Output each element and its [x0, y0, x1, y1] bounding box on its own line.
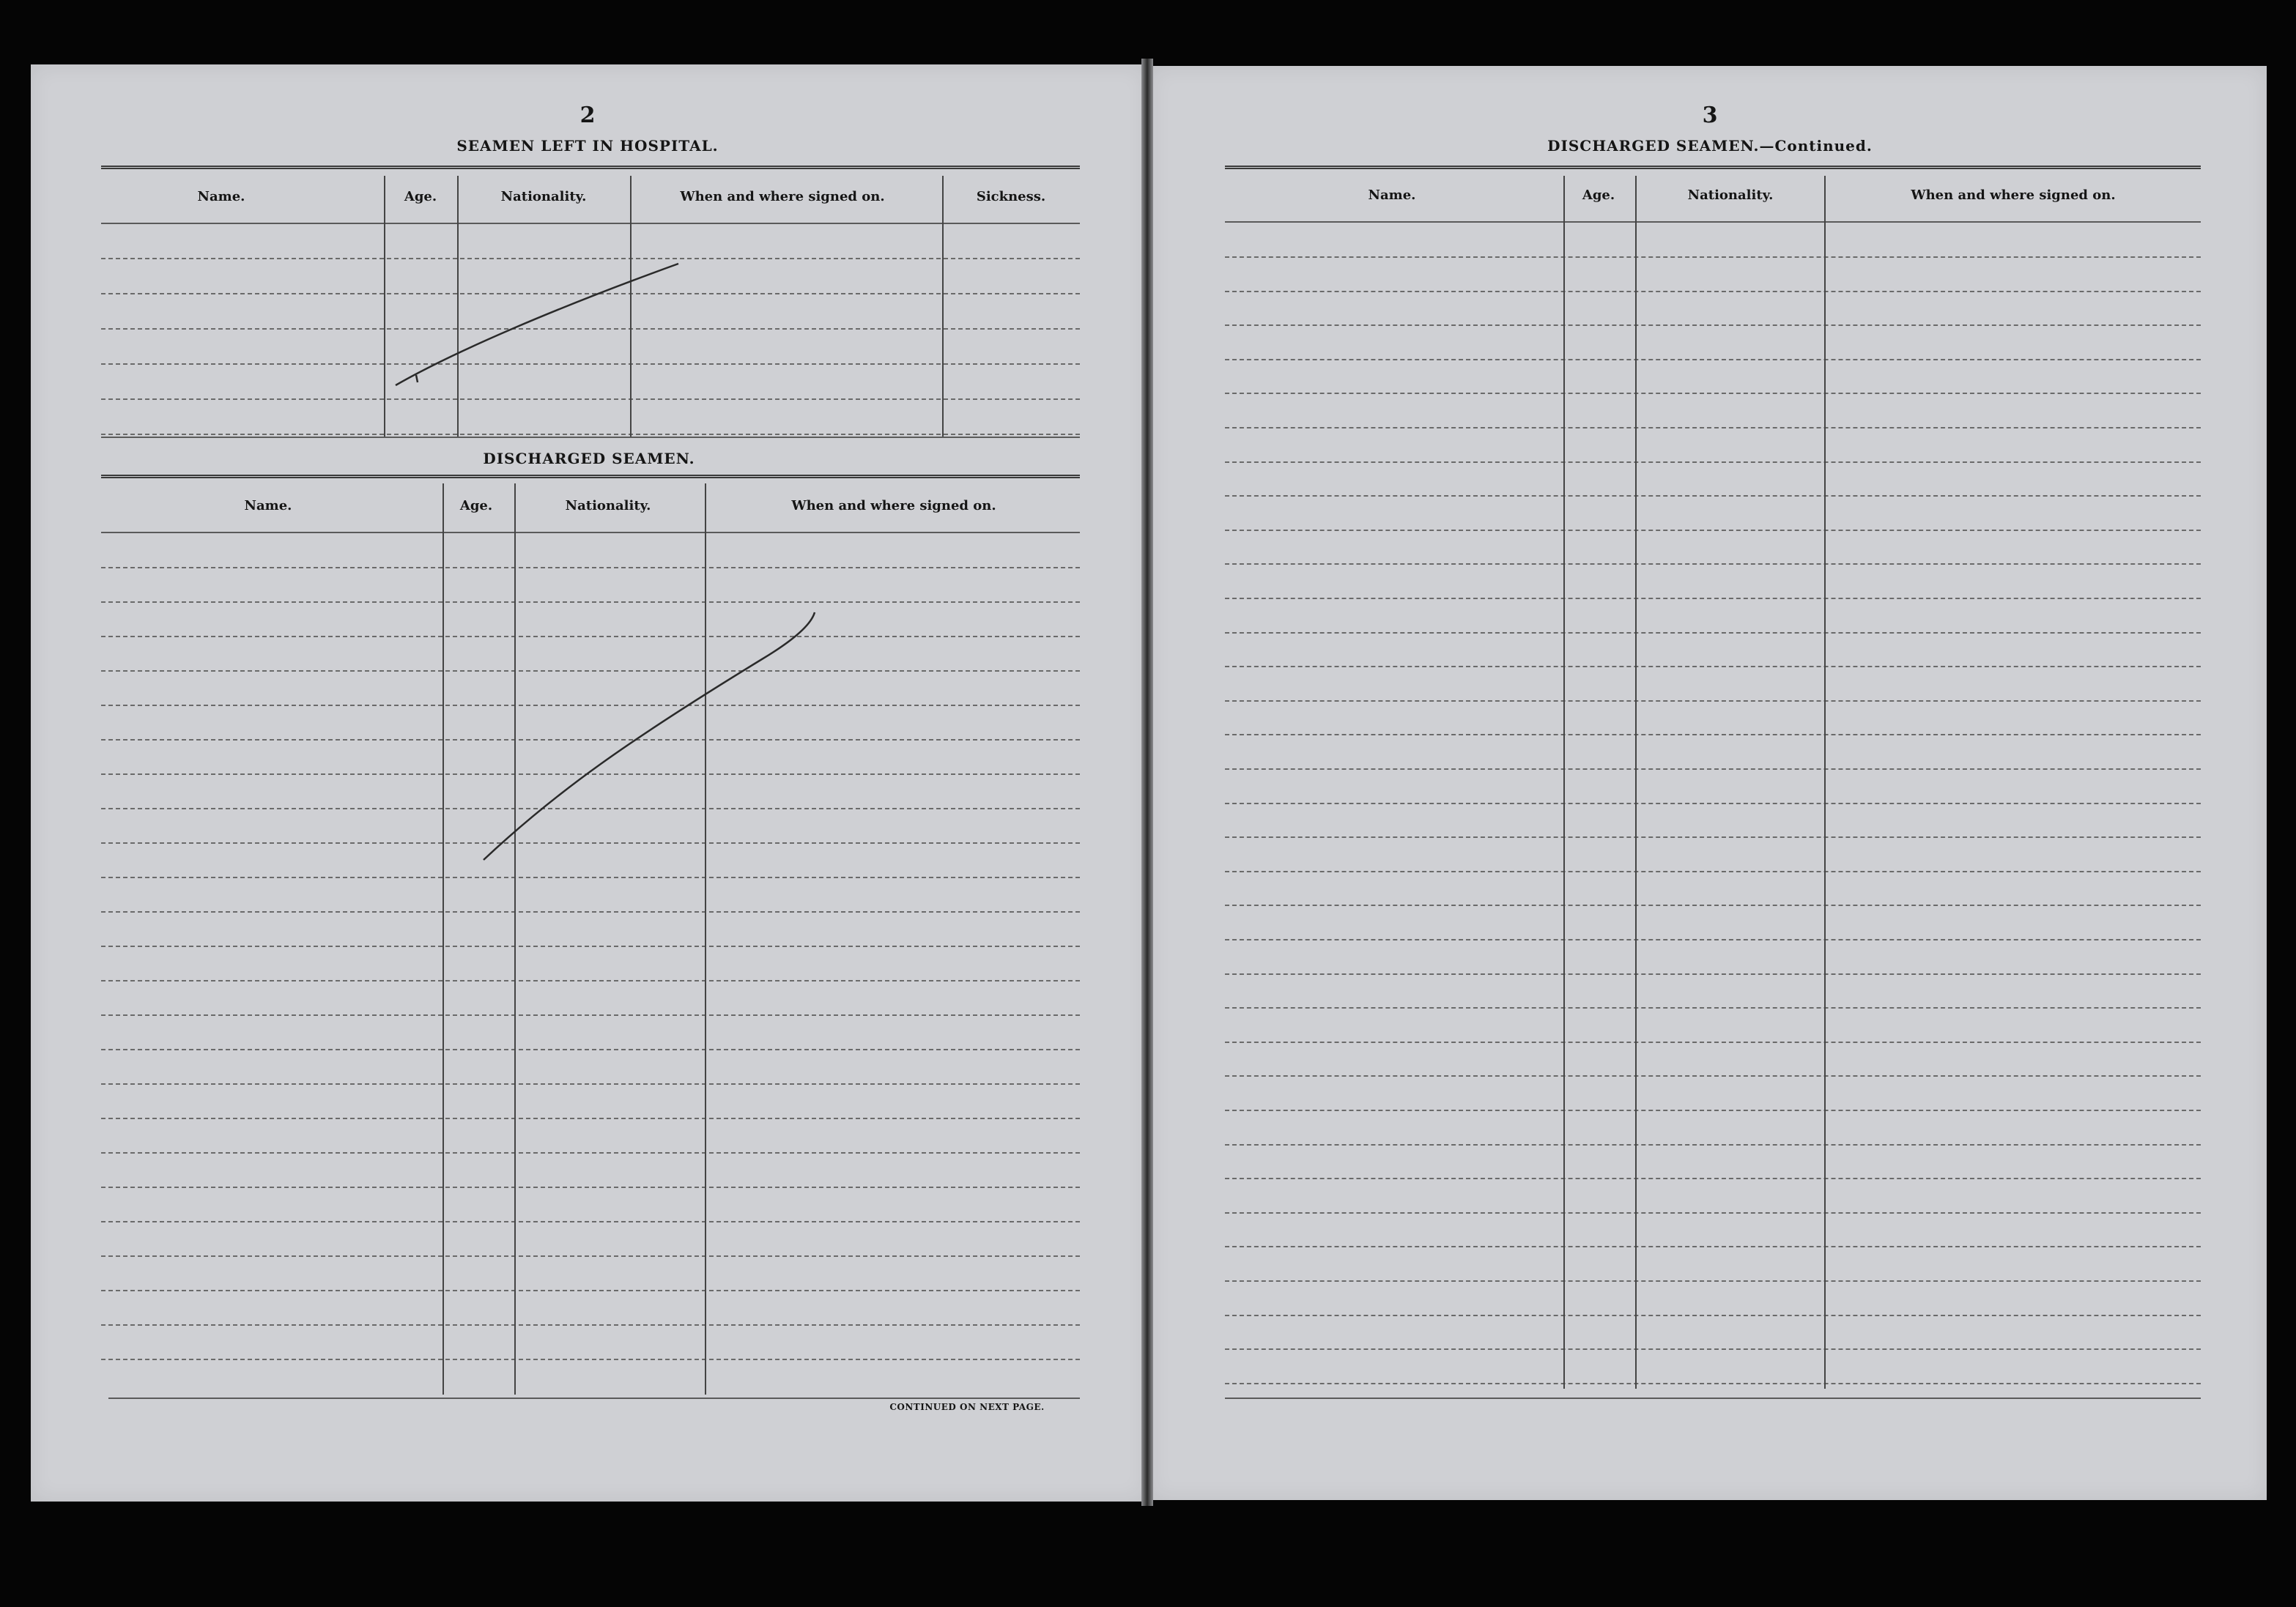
discharged-column-divider	[514, 483, 516, 1395]
discharged-row-line	[101, 980, 1080, 981]
right-col-age: Age.	[1582, 188, 1615, 203]
right-col-name: Name.	[1368, 188, 1416, 203]
discharged-row-line	[101, 946, 1080, 947]
hospital-column-divider	[384, 176, 385, 437]
discharged-row-line	[101, 1221, 1080, 1222]
discharged-header-underline	[101, 532, 1080, 533]
right-row-line	[1225, 1042, 2201, 1043]
hospital-bottom-line	[101, 437, 1080, 438]
right-row-line	[1225, 700, 2201, 702]
discharged-col-age: Age.	[459, 498, 493, 513]
right-row-line	[1225, 836, 2201, 838]
discharged-row-line	[101, 842, 1080, 844]
right-row-line	[1225, 666, 2201, 667]
right-header-underline	[1225, 221, 2201, 223]
discharged-row-line	[101, 636, 1080, 637]
hospital-col-signed-on: When and where signed on.	[680, 189, 885, 204]
discharged-row-line	[101, 1014, 1080, 1016]
hospital-row-line	[101, 293, 1080, 294]
discharged-row-line	[101, 1324, 1080, 1326]
right-column-divider	[1563, 176, 1565, 1389]
right-bottom-line	[1225, 1398, 2201, 1399]
hospital-column-divider	[457, 176, 459, 437]
discharged-bottom-line	[108, 1398, 1080, 1399]
discharged-top-rule	[101, 475, 1080, 478]
discharged-row-line	[101, 1187, 1080, 1188]
discharged-column-divider	[705, 483, 706, 1395]
hospital-header-underline	[101, 223, 1080, 224]
right-row-line	[1225, 632, 2201, 634]
discharged-row-line	[101, 1359, 1080, 1360]
continued-footer: CONTINUED ON NEXT PAGE.	[889, 1402, 1045, 1412]
right-page-number: 3	[1702, 103, 1718, 128]
right-row-line	[1225, 1178, 2201, 1179]
right-col-signed-on: When and where signed on.	[1911, 188, 2116, 203]
hospital-row-line	[101, 258, 1080, 259]
hospital-section-title: SEAMEN LEFT IN HOSPITAL.	[456, 137, 719, 155]
right-page	[1150, 66, 2267, 1500]
discharged-col-signed-on: When and where signed on.	[791, 498, 996, 513]
discharged-row-line	[101, 739, 1080, 741]
right-col-nationality: Nationality.	[1687, 188, 1774, 203]
hospital-row-line	[101, 328, 1080, 330]
right-row-line	[1225, 359, 2201, 360]
hospital-row-line	[101, 434, 1080, 435]
right-row-line	[1225, 734, 2201, 735]
discharged-row-line	[101, 1255, 1080, 1257]
right-top-rule	[1225, 166, 2201, 169]
hospital-column-divider	[942, 176, 944, 437]
right-row-line	[1225, 1348, 2201, 1350]
hospital-row-line	[101, 363, 1080, 365]
right-row-line	[1225, 530, 2201, 531]
hospital-col-name: Name.	[197, 189, 245, 204]
right-column-divider	[1824, 176, 1826, 1389]
discharged-column-divider	[442, 483, 444, 1395]
continued-section-title: DISCHARGED SEAMEN.—Continued.	[1547, 137, 1873, 155]
right-row-line	[1225, 803, 2201, 804]
hospital-col-sickness: Sickness.	[976, 189, 1046, 204]
left-page	[31, 64, 1147, 1502]
right-row-line	[1225, 461, 2201, 463]
right-row-line	[1225, 495, 2201, 497]
right-row-line	[1225, 1280, 2201, 1282]
discharged-col-name: Name.	[244, 498, 292, 513]
left-page-number: 2	[579, 103, 596, 128]
right-row-line	[1225, 256, 2201, 258]
discharged-row-line	[101, 1152, 1080, 1154]
discharged-section-title: DISCHARGED SEAMEN.	[483, 450, 695, 467]
right-row-line	[1225, 1246, 2201, 1247]
discharged-row-line	[101, 877, 1080, 878]
right-row-line	[1225, 291, 2201, 292]
right-row-line	[1225, 905, 2201, 906]
discharged-row-line	[101, 808, 1080, 809]
right-row-line	[1225, 1315, 2201, 1316]
discharged-row-line	[101, 1118, 1080, 1119]
hospital-row-line	[101, 398, 1080, 400]
right-column-divider	[1635, 176, 1637, 1389]
discharged-col-nationality: Nationality.	[565, 498, 651, 513]
discharged-row-line	[101, 670, 1080, 672]
book-gutter	[1141, 59, 1153, 1506]
discharged-row-line	[101, 705, 1080, 706]
discharged-row-line	[101, 1049, 1080, 1050]
right-row-line	[1225, 427, 2201, 428]
right-row-line	[1225, 1007, 2201, 1009]
discharged-row-line	[101, 567, 1080, 568]
hospital-column-divider	[630, 176, 632, 437]
hospital-top-rule	[101, 166, 1080, 169]
discharged-row-line	[101, 911, 1080, 913]
right-row-line	[1225, 324, 2201, 326]
hospital-col-nationality: Nationality.	[500, 189, 587, 204]
right-row-line	[1225, 563, 2201, 565]
right-row-line	[1225, 1110, 2201, 1111]
hospital-col-age: Age.	[404, 189, 437, 204]
discharged-row-line	[101, 1290, 1080, 1291]
right-row-line	[1225, 1212, 2201, 1214]
discharged-row-line	[101, 601, 1080, 603]
right-row-line	[1225, 939, 2201, 940]
right-row-line	[1225, 973, 2201, 975]
right-row-line	[1225, 871, 2201, 872]
discharged-row-line	[101, 1083, 1080, 1085]
right-row-line	[1225, 1075, 2201, 1077]
right-row-line	[1225, 1144, 2201, 1146]
right-row-line	[1225, 768, 2201, 770]
right-row-line	[1225, 393, 2201, 394]
right-row-line	[1225, 1383, 2201, 1384]
discharged-row-line	[101, 773, 1080, 775]
right-row-line	[1225, 598, 2201, 599]
